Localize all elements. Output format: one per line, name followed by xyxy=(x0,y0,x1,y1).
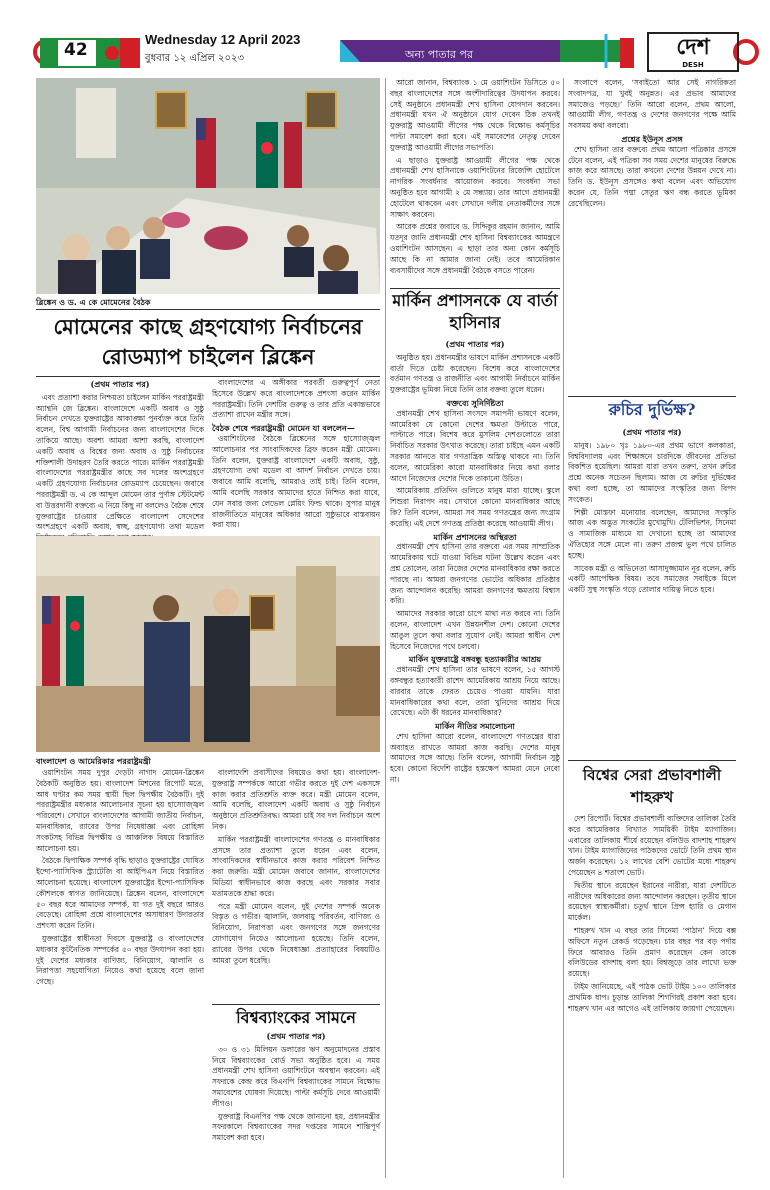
story1b-para1: ওয়াশিংটন সময় দুপুর দেড়টা নাগাদ মোমেন-ব্লিঙ্কেন বৈঠকটি অনুষ্ঠিত হয়। বাংলাদেশ মিশনের রিপোর্ট মতে, আধ ঘণ্টার কম সময় স্থায়ী ছিল দ্বিপক্ষীয় বৈঠকটি। দুই পররাষ্ট্রমন্ত্রীর মধ্যকার আলোচনার সূচনা হয় হাস্যোজ্জ্বল পরিবেশে। সেখানে বাংলাদেশের আগামী জাতীয় নির্বাচন, মানবাধিকার, র‍্যাবের উপর নিষেধাজ্ঞা এবং রোহিঙ্গা সংকটসহ বিভিন্ন দ্বিপক্ষীয় ও আঞ্চলিক বিষয়ে বিস্তারিত আলোচনা হয়। xyxy=(36,768,204,853)
headline-taste-famine: রুচির দুর্ভিক্ষ? xyxy=(608,400,696,419)
story5-para3: শিল্পী মোস্তফা মনোয়ার বলেছেন, আমাদের সংস্কৃতি আজ এক অদ্ভুত সংকটের মুখোমুখি। টেলিভিশন, সিনেমা ও সামাজিক মাধ্যমে যা দেখানো হচ্ছে তা আমাদের ঐতিহ্যের সঙ্গে মেলে না। তরুণ প্রজন্ম ভুল পথে চালিত হচ্ছে। xyxy=(568,507,736,560)
story4-subhead: (প্রথম পাতার পর) xyxy=(266,1031,326,1041)
meeting-photo xyxy=(36,78,380,294)
story5-para1: শেখ হাসিনা তার বক্তব্যে প্রথম আলো পত্রিকার প্রসঙ্গে টেনে বলেন, এই পত্রিকা সব সময় দেশের মানুষের বিরুদ্ধে কাজ করে আসছে। তারা কখনো দেশের উন্নয়ন দেখে না। তিনি ড. ইউনূস প্রসঙ্গেও কথা বলেন এবং অভিযোগ করেন যে, তিনি পদ্মা সেতুর ঋণ বন্ধ করতে ভূমিকা রেখেছিলেন। xyxy=(568,144,736,208)
story1b-col1 xyxy=(36,768,204,1178)
desh-logo xyxy=(647,32,739,72)
story1b-col2 xyxy=(212,768,380,1003)
story1-col1 xyxy=(36,378,204,532)
ministers-photo xyxy=(36,536,380,752)
headline-hasina-message: মার্কিন প্রশাসনকে যে বার্তা হাসিনার xyxy=(392,291,558,332)
headline-blinken: মোমেনের কাছে গ্রহণযোগ্য নির্বাচনের রোডম্যাপ চাইলেন ব্লিঙ্কেন xyxy=(53,314,363,369)
story5-para0: সংলাপে বলেন, ‘সবাইতো আর সেই নাগরিকতা সংবাদপত্র, যা খুবই অনুন্নত। এর প্রভাব আমাদের সমাজেও পড়ছে।’ তিনি আরো বলেন, প্রথম আলো, আওয়ামী লীগ, গণতন্ত্র ও দেশের জনগণের পক্ষে আমি সবসময় কথা বলবো। xyxy=(568,78,736,131)
story5-col-top xyxy=(568,78,736,394)
story3-para4: প্রধানমন্ত্রী শেখ হাসিনা তার বক্তব্যে এর সময় সাম্প্রতিক আমেরিকায় ঘটে যাওয়া বিভিন্ন ঘটনা উল্লেখ করেন এবং প্রশ্ন তোলেন, তারা নিজের দেশের মানবাধিকার রক্ষা করতে পারছে না। আমরা জনগণের ভোটের অধিকার প্রতিষ্ঠার জন্য আন্দোলন করেছি। আমরা জনগণের ক্ষমতায় বিশ্বাস করি। xyxy=(390,542,560,606)
story3-col xyxy=(390,338,560,1182)
story6-para1: দেশ রিপোর্ট। বিশ্বের প্রভাবশালী ব্যক্তিদের তালিকা তৈরি করে আমেরিকার বিখ্যাত সাময়িকী টাইম ম্যাগাজিন। এবারের তালিকায় শীর্ষে রয়েছেন বলিউড বাদশাহ শাহরুখ খান। টাইম ম্যাগাজিনের পাঠকদের ভোটে তিনি প্রথম স্থান অর্জন করেছেন। ১২ লাখের বেশি ভোটের মধ্যে শাহরুখ পেয়েছেন ৪ শতাংশ ভোট। xyxy=(568,814,736,877)
story1-subhead: (প্রথম পাতার পর) xyxy=(90,379,150,389)
story4-para1: ৩০ ও ৩১ মিলিয়ন ডলারের ঋণ অনুমোদনের প্রস্তাব নিয়ে বিশ্বব্যাংকের বোর্ড সভা অনুষ্ঠিত হবে। এ সময় প্রধানমন্ত্রী শেখ হাসিনা ওয়াশিংটনে অবস্থান করবেন। এই সফরকে কেন্দ্র করে বিএনপি বিশ্বব্যাংকের সামনে বিক্ষোভ সমাবেশের ঘোষণা দিয়েছে। পাল্টা কর্মসূচি দেবে আওয়ামী লীগও। xyxy=(212,1044,380,1108)
story3-subheading2: মার্কিন প্রশাসনের অস্থিরতা xyxy=(433,531,517,542)
story5-col xyxy=(568,426,736,756)
header-date-english: Wednesday 12 April 2023 xyxy=(145,32,301,47)
story3-para5: আমাদের সরকার কারো চাপে মাথা নত করবে না। তিনি বলেন, বাংলাদেশ এখন উন্নয়নশীল দেশ। কোনো দেশের আঙুল তুলে কথা বলার সুযোগ নেই। আমরা স্বাধীন দেশ হিসেবে নিজেদের পথে চলবো। xyxy=(390,609,560,651)
story5-subhead: (প্রথম পাতার পর) xyxy=(622,427,682,437)
story5-para4: সাবেক মন্ত্রী ও অভিনেতা আসাদুজ্জামান নূর বলেন, রুচি একটি আপেক্ষিক বিষয়। তবে সমাজের সবাইকে মিলে একটি সুস্থ সংস্কৃতি গড়ে তোলার দায়িত্ব নিতে হবে। xyxy=(568,563,736,595)
story1b-para3: যুক্তরাষ্ট্রের স্বাধীনতা দিবসে যুক্তরাষ্ট্র ও বাংলাদেশের মধ্যকার কূটনৈতিক সম্পর্কের ৫০ বছর উদযাপন করা হয়। দুই দেশের মধ্যকার বাণিজ্য, বিনিয়োগ, জ্বালানি ও নিরাপত্তা সহযোগিতা নিয়েও কথা হয়েছে বলে জানা গেছে। xyxy=(36,933,204,987)
story1-para2: বাংলাদেশের এ অঙ্গীকার পরবর্তী গুরুত্বপূর্ণ নেতা হিসেবে উল্লেখ করে বাংলাদেশকে প্রশংসা করেন মার্কিন পররাষ্ট্রমন্ত্রী। তিনি দেশটির গুরুত্ব ও তার প্রতি একান্তভাবে প্রত্যাশা রাখেন মন্ত্রীর সঙ্গে। xyxy=(212,378,380,420)
story3-subhead: (প্রথম পাতার পর) xyxy=(445,339,505,349)
logo-subtext: DESH xyxy=(682,61,704,69)
meeting-scene xyxy=(36,78,380,294)
story1-para3: ওয়াশিংটনের বৈঠকে ব্লিঙ্কেনের সঙ্গে হাস্যোজ্জ্বল আলোচনার পর সাংবাদিকদের ব্রিফ করেন মন্ত্রী মোমেন। তিনি বলেন, যুক্তরাষ্ট্র বাংলাদেশে একটি অবাধ, সুষ্ঠু, গ্রহণযোগ্য তথা মডেল বা আদর্শ নির্বাচন দেখতে চায়। জবাবে আমি বলেছি, আমরাও তাই চাই। তিনি বলেন, আমি বলেছি সরকার আমাদের হাতে নিশ্চিত করা যাবে, যেন সবার জন্য লেভেল প্লেয়িং ফিল্ড থাকে। সুপার মানুষ রাজনীতিতে মানুষের অধিকার আরো সুষ্ঠুভাবে বাস্তবায়ন করা যায়। xyxy=(212,433,380,530)
story2-col xyxy=(390,78,560,284)
story4-para2: যুক্তরাষ্ট্র বিএনপির পক্ষ থেকে জানানো হয়, প্রধানমন্ত্রীর সফরকালে বিশ্বব্যাংকের সদর দপ্তরের সামনে শান্তিপূর্ণ সমাবেশ করা হবে। xyxy=(212,1111,380,1143)
page-number: 42 xyxy=(64,40,88,60)
headline-shahrukh: বিশ্বের সেরা প্রভাবশালী শাহরুখ xyxy=(582,766,722,806)
header-date-bangla: বুধবার ১২ এপ্রিল ২০২৩ xyxy=(145,53,245,64)
story6-para2: দ্বিতীয় স্থানে রয়েছেন ইরানের নারীরা, যারা দেশটিতে নারীদের অধিকারের জন্য আন্দোলন করছেন। তৃতীয় স্থানে রয়েছেন স্বাস্থ্যকর্মীরা। চতুর্থ স্থানে প্রিন্স হ্যারি ও মেগান মার্কেল। xyxy=(568,880,736,923)
headline-worldbank: বিশ্বব্যাংকের সামনে xyxy=(236,1008,356,1027)
photo1-caption: ব্লিঙ্কেন ও ড. এ কে মোমেনের বৈঠক xyxy=(36,298,151,307)
story3-para3: আমেরিকায় প্রতিদিন গুলিতে মানুষ মারা যাচ্ছে। স্কুলে শিশুরা নিরাপদ নয়। সেখানে কোনো মানবাধিকার আছে কি? তিনি বলেন, আমরা সব সময় গণতন্ত্রের জন্য সংগ্রাম করেছি। এই দেশে গণতন্ত্র প্রতিষ্ঠা করেছে আওয়ামী লীগ। xyxy=(390,486,560,528)
story1b-para2: বৈঠকে দ্বিপাক্ষিক সম্পর্ক বৃদ্ধি ছাড়াও যুক্তরাষ্ট্রের ঘোষিত ইন্দো-প্যাসিফিক স্ট্র্যাটেজি বা আইপিএস নিয়ে বিস্তারিত আলোচনা হয়েছে। বাংলাদেশ যুক্তরাষ্ট্রের ইন্দো-প্যাসিফিক কৌশলকে স্বাগত জানিয়েছে। ব্লিঙ্কেন বলেন, বাংলাদেশে ৫০ বছর ধরে আমাদের সম্পর্ক, যা গত দুই বছরে আরও বেড়েছে। রোহিঙ্গা প্রশ্নে বাংলাদেশের অসাধারণ উদারতার প্রশংসা করেন তিনি। xyxy=(36,856,204,931)
story4-col xyxy=(212,1030,380,1180)
story1b-para6: পরে মন্ত্রী মোমেন বলেন, দুই দেশের সম্পর্ক অনেক বিস্তৃত ও গভীর। জ্বালানি, জলবায়ু পরিবর্তন, বাণিজ্য ও বিনিয়োগ, নিরাপত্তা এবং জনগণের সঙ্গে জনগণের যোগাযোগ নিয়েও আলোচনা হয়েছে। তিনি বলেন, র‍্যাবের উপর থেকে নিষেধাজ্ঞা প্রত্যাহারের বিষয়টিও আমরা তুলে ধরেছি। xyxy=(212,901,380,965)
story1-subheading: বৈঠক শেষে পররাষ্ট্রমন্ত্রী মোমেন যা বললেন— xyxy=(212,423,355,434)
story2-para1: আরো জানান, বিশ্বব্যাংক ১ মে ওয়াশিংটন ডিসিতে ৫০ বছর বাংলাদেশের সঙ্গে অংশীদারিত্বের উদযাপন করবে। সেই অনুষ্ঠানে প্রধানমন্ত্রী শেখ হাসিনা যোগদান করবেন। প্রধানমন্ত্রী যখন ঐ অনুষ্ঠানে যোগ দেবেন ঠিক তখনই যুক্তরাষ্ট্র আওয়ামী লীগের পক্ষ থেকে বিক্ষোভ কর্মসূচির পাল্টা সমাবেশ করা হবে। এই সমাবেশের নেতৃত্ব দেবেন যুক্তরাষ্ট্র আওয়ামী লীগের সভাপতি। xyxy=(390,78,560,152)
story1b-para4: বাংলাদেশি প্রবাসীদের বিষয়েও কথা হয়। বাংলাদেশ-যুক্তরাষ্ট্র সম্পর্ককে আরো গভীর করতে দুই দেশ একসঙ্গে কাজ করার প্রতিশ্রুতি ব্যক্ত করে। মন্ত্রী মোমেন বলেন, আমি বলেছি, বাংলাদেশ একটি অবাধ ও সুষ্ঠু নির্বাচন অনুষ্ঠানে প্রতিশ্রুতিবদ্ধ। আমরা চাই সব দল নির্বাচনে অংশ নিক। xyxy=(212,768,380,831)
story6-para4: টাইম জানিয়েছে, এই পাঠক ভোট টাইম ১০০ তালিকার প্রাথমিক ধাপ। চূড়ান্ত তালিকা শিগগিরই প্রকাশ করা হবে। শাহরুখ খান এর আগেও এই তালিকায় জায়গা পেয়েছেন। xyxy=(568,981,736,1013)
story3-para6: প্রধানমন্ত্রী শেখ হাসিনা তার ভাষণে বলেন, ১৫ আগস্ট বঙ্গবন্ধুর হত্যাকারী রাশেদ আমেরিকায় আশ্রয় নিয়ে আছে। বারবার তাকে ফেরত চেয়েও পাওয়া যায়নি। যারা মানবাধিকারের কথা বলে, তারা খুনিদের আশ্রয় দিয়ে রেখেছে। এটা কী ধরনের মানবাধিকার? xyxy=(390,665,560,718)
logo-text: দেশ xyxy=(676,35,710,60)
story5-para2: মানুষ। ১৯৮০ খৃঃ ১৯৮০-এর প্রথম ভাগে কলকাতা, বিশ্ববিদ্যালয় এবং শিক্ষাঙ্গনে চারদিকে জীবনের প্রতিভা বিকশিত হয়েছিল। আমরা যারা তখন তরুণ, তখন রুচির প্রশ্নে অনেক সচেতন ছিলাম। আজ যে রুচির দুর্ভিক্ষের কথা বলা হচ্ছে, তা আমাদের সংস্কৃতির জন্য বিপদ সংকেত। xyxy=(568,440,736,504)
story1-col2 xyxy=(212,378,380,532)
ministers-scene xyxy=(36,536,380,752)
story3-subheading1: বক্তব্যে সুনির্দিষ্টতা xyxy=(446,397,504,408)
page-header xyxy=(0,0,770,74)
story6-col xyxy=(568,814,736,1182)
story3-para2: প্রধানমন্ত্রী শেখ হাসিনা সংসদে সমাপনী ভাষণে বলেন, আমেরিকা যে কোনো দেশের ক্ষমতা উল্টাতে পারে, পাল্টাতে পারে। বিশেষ করে মুসলিম দেশগুলোতে তারা নির্বাচিত সরকার উৎখাত করেছে। তারা চাইছে এমন একটি সরকার আনতে যার গণতান্ত্রিক অস্তিত্ব থাকবে না। তিনি বলেন, আমেরিকা কারো মানবাধিকার নিয়ে কথা বলার আগে নিজেদের দেশের দিকে তাকানো উচিত। xyxy=(390,408,560,483)
story3-para7: শেখ হাসিনা আরো বলেন, বাংলাদেশে গণতন্ত্রের ধারা অব্যাহত রাখতে আমরা কাজ করছি। দেশের মানুষ আমাদের সঙ্গে আছে। তিনি বলেন, আগামী নির্বাচন সুষ্ঠু হবে। কোনো বিদেশি রাষ্ট্রের হস্তক্ষেপ আমরা মেনে নেবো না। xyxy=(390,731,560,785)
story3-subheading4: মার্কিন নীতির সমালোচনা xyxy=(435,721,515,732)
section-label: অন্য পাতার পর xyxy=(405,48,473,61)
story1-para1: এবং প্রত্যাশা করার নিশ্চয়তা চাইলেন মার্কিন পররাষ্ট্রমন্ত্রী অ্যান্থনি জে ব্লিঙ্কেন। বাংলাদেশে একটি অবাধ ও সুষ্ঠু নির্বাচন দেখতে যুক্তরাষ্ট্রের আকাঙ্ক্ষা পুনর্ব্যক্ত করে তিনি বলেন, বিশ্ব আগামী নির্বাচনের জন্য বাংলাদেশের দিকে তাকিয়ে আছে। অবশ্য আমরা আশা করছি, বাংলাদেশ একটি অবাধ ও বিশ্বের জন্য অবাধ ও সুষ্ঠু নির্বাচনের শক্তিশালী উদাহরণ তৈরি করতে পারে। মার্কিন পররাষ্ট্রমন্ত্রী বাংলাদেশের পররাষ্ট্রমন্ত্রীর কাছে সব দলের অংশগ্রহণে একটি গ্রহণযোগ্য নির্বাচনের রোডম্যাপ চেয়েছেন। জবাবে পররাষ্ট্রমন্ত্রী ড. এ কে আব্দুল মোমেন তার পুর্ণাঙ্গ স্টেটমেন্ট বা উত্তরদানী বক্তব্যে এ নিয়ে কিছু না বললেও বৈঠক শেষে যুক্তরাষ্ট্রের চাওয়ার প্রেক্ষিতে বাংলাদেশ সেদেশের অংশগ্রহণে একটি অবাধ, স্বচ্ছ, গ্রহণযোগ্য তথা মডেল xyxy=(36,392,204,532)
story5-subheading1: প্রশ্নের ইউনূস প্রসঙ্গ xyxy=(621,133,683,144)
photo2-caption: বাংলাদেশ ও আমেরিকার পররাষ্ট্রমন্ত্রী xyxy=(36,757,151,766)
story2-para2: এ ছাড়াও যুক্তরাষ্ট্র আওয়ামী লীগের পক্ষ থেকে প্রধানমন্ত্রী শেখ হাসিনাকে ওয়াশিংটনের রিজেন্সি হোটেলে নাগরিক সংবর্ধনার আয়োজন করবে। সংবর্ধনা সভা অনুষ্ঠিত হবে আগামী ২ মে সন্ধ্যায়। তার আগে প্রধানমন্ত্রী হোটেলে থাকবেন এবং সেখানে দলীয় নেতাকর্মীদের সঙ্গে সাক্ষাৎ করবেন। xyxy=(390,155,560,219)
story1b-para5: মার্কিন পররাষ্ট্রমন্ত্রী বাংলাদেশের গণতন্ত্র ও মানবাধিকার প্রসঙ্গে তার প্রত্যাশা তুলে ধরেন এবং বলেন, সাংবাদিকদের স্বাধীনভাবে কাজ করার পরিবেশ নিশ্চিত করা জরুরি। মন্ত্রী মোমেন জবাবে জানান, বাংলাদেশের মিডিয়া স্বাধীনভাবে কাজ করছে এবং সরকার সবার মতামতকে শ্রদ্ধা করে। xyxy=(212,834,380,898)
story6-para3: শাহরুখ খান এ বছর তার সিনেমা ‘পাঠান’ দিয়ে বক্স অফিসে নতুন রেকর্ড গড়েছেন। চার বছর পর বড় পর্দায় ফিরে আবারও তিনি প্রমাণ করেছেন কেন তাকে বলিউডের বাদশাহ বলা হয়। বিশ্বজুড়ে তার লাখো ভক্ত রয়েছে। xyxy=(568,925,736,979)
story3-para1: অনুষ্ঠিত হয়। প্রধানমন্ত্রীর ভাষণে মার্কিন প্রশাসনকে একটি বার্তা দিতে চেষ্টা করেছেন। বিশেষ করে বাংলাদেশের বর্তমান গণতন্ত্র ও রাজনীতি এবং আগামী নির্বাচনে মার্কিন যুক্তরাষ্ট্রের ভূমিকা নিয়ে তিনি তার বক্তব্য তুলে ধরেন। xyxy=(390,352,560,395)
story2-para3: আরেক প্রশ্নের জবাবে ড. সিদ্দিকুর রহমান জানান, আমি যতদূর জানি প্রধানমন্ত্রী শেখ হাসিনা বিশ্বব্যাংকের আমন্ত্রণে ওয়াশিংটন আসছেন। এ ছাড়া তার অন্য কোন কর্মসূচি আছে কি না আমার জানা নেই। তবে আমেরিকান ব্যবসায়ীদের সঙ্গে প্রধানমন্ত্রী বৈঠকে বসতে পারেন। xyxy=(390,222,560,275)
story3-subheading3: মার্কিন যুক্তরাষ্ট্রে বঙ্গবন্ধু হত্যাকারীর আশ্রয় xyxy=(408,654,542,665)
